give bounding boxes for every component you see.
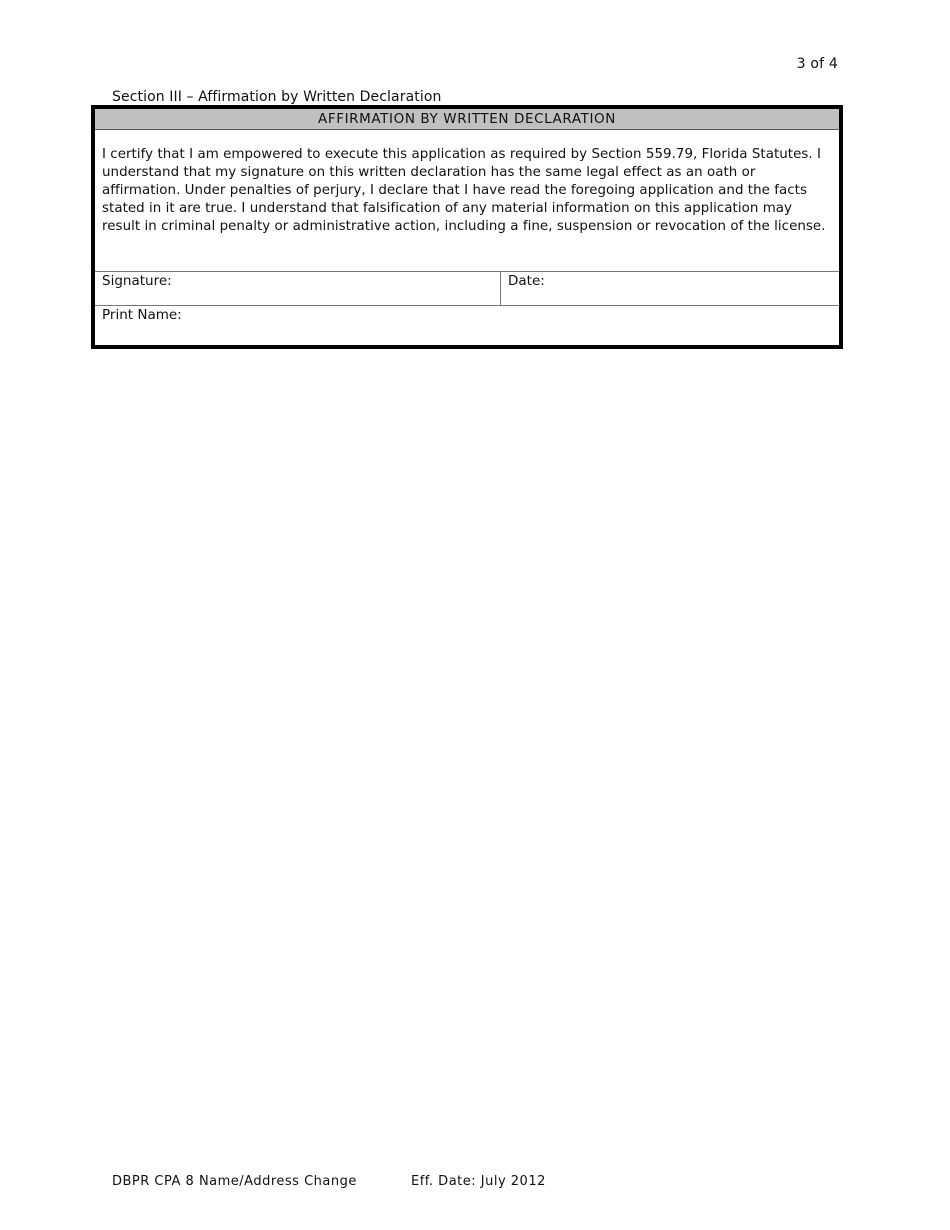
print-name-row: [95, 306, 839, 344]
page-footer: [112, 1174, 546, 1189]
date-field[interactable]: [501, 272, 839, 305]
declaration-statement: I certify that I am empowered to execute this application as required by Section 559.79, Florida Statutes. I understand that my signature on this written declaration has the same legal effect as an oath or affirmation. Under penalties of perjury, I declare that I have read the foregoing application and the facts stated in it are true. I understand that falsification of any material information on this application may result in criminal penalty or administrative action, including a fine, suspension or revocation of the license.: [95, 130, 839, 272]
print-name-field[interactable]: [95, 306, 839, 344]
form-header: AFFIRMATION BY WRITTEN DECLARATION: [95, 109, 839, 130]
page-number: 3 of 4: [796, 56, 838, 72]
section-heading: Section III – Affirmation by Written Declaration: [112, 89, 442, 105]
signature-row: [95, 272, 839, 306]
footer-form-id: DBPR CPA 8 Name/Address Change: [112, 1174, 357, 1189]
print-name-label: Print Name:: [102, 307, 182, 323]
signature-label: Signature:: [102, 273, 172, 289]
footer-effective-date: Eff. Date: July 2012: [411, 1174, 546, 1189]
affirmation-form: [91, 105, 843, 349]
signature-field[interactable]: [95, 272, 501, 305]
date-label: Date:: [508, 273, 545, 289]
